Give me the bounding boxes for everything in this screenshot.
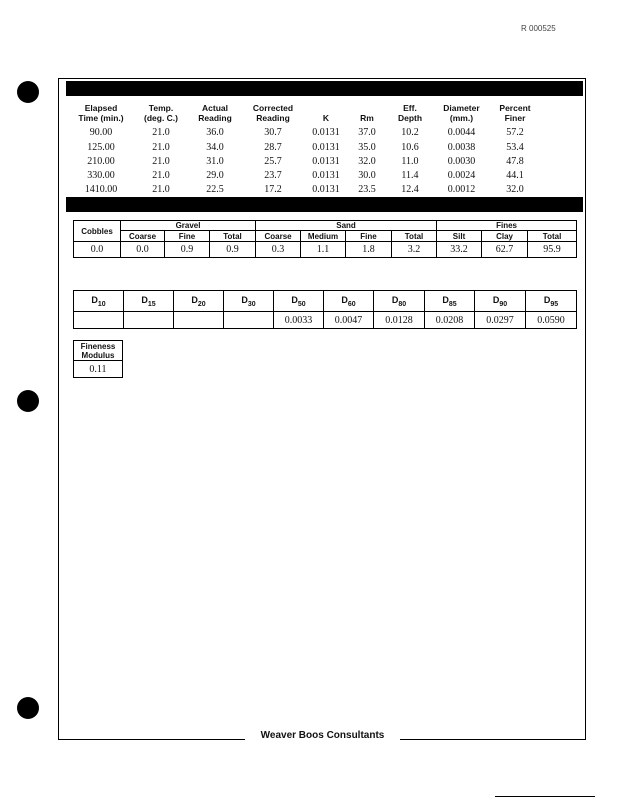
- cell-elapsed-time: 330.00: [87, 170, 115, 181]
- bottom-rule: [495, 796, 595, 797]
- cell-diameter: 0.0012: [447, 184, 476, 195]
- hdr-actual-reading: Actual Reading: [198, 103, 232, 123]
- gradation-value: 62.7: [482, 242, 528, 258]
- cell-rm: 32.0: [358, 156, 376, 167]
- cell-elapsed-time: 210.00: [87, 156, 115, 167]
- sand-coarse-header: Coarse: [256, 231, 301, 242]
- d90-label: $D_{90}$: [475, 291, 526, 312]
- d15-value: [124, 312, 174, 329]
- cell-corrected-reading: 28.7: [264, 142, 282, 153]
- cell-eff-depth: 10.6: [401, 142, 419, 153]
- cell-actual-reading: 34.0: [206, 142, 224, 153]
- cell-eff-depth: 11.4: [401, 170, 419, 181]
- cell-k: 0.0131: [312, 156, 340, 167]
- cell-diameter: 0.0044: [447, 127, 476, 138]
- cell-temp: 21.0: [152, 170, 170, 181]
- header-band: [66, 81, 583, 96]
- cell-corrected-reading: 25.7: [264, 156, 282, 167]
- sand-medium-header: Medium: [301, 231, 346, 242]
- d95-value: 0.0590: [526, 312, 577, 329]
- cell-corrected-reading: 17.2: [264, 184, 282, 195]
- cell-temp: 21.0: [152, 142, 170, 153]
- gravel-total-header: Total: [210, 231, 256, 242]
- d90-value: 0.0297: [475, 312, 526, 329]
- d95-label: $D_{95}$: [526, 291, 577, 312]
- gravel-coarse-header: Coarse: [121, 231, 165, 242]
- cell-temp: 21.0: [152, 184, 170, 195]
- d10-label: $D_{10}$: [74, 291, 124, 312]
- punch-hole: [17, 697, 39, 719]
- d85-value: 0.0208: [425, 312, 475, 329]
- fineness-modulus-label: Fineness Modulus: [74, 341, 123, 361]
- cell-elapsed-time: 1410.00: [84, 184, 118, 195]
- d80-label: $D_{80}$: [374, 291, 425, 312]
- d30-label: $D_{30}$: [224, 291, 274, 312]
- gradation-table: [73, 220, 577, 258]
- hdr-rm: Rm: [360, 113, 374, 123]
- cell-diameter: 0.0030: [447, 156, 476, 167]
- fines-header: Fines: [437, 221, 577, 231]
- sand-header: Sand: [256, 221, 437, 231]
- hdr-diameter: Diameter (mm.): [443, 103, 480, 123]
- d15-label: $D_{15}$: [124, 291, 174, 312]
- section-band: [66, 197, 583, 212]
- d10-value: [74, 312, 124, 329]
- cell-eff-depth: 11.0: [401, 156, 419, 167]
- hdr-percent-finer: Percent Finer: [499, 103, 531, 123]
- cell-percent-finer: 32.0: [506, 184, 524, 195]
- cell-eff-depth: 12.4: [401, 184, 419, 195]
- hdr-elapsed-time: Elapsed Time (min.): [78, 103, 124, 123]
- cell-percent-finer: 53.4: [506, 142, 524, 153]
- d85-label: $D_{85}$: [425, 291, 475, 312]
- cell-k: 0.0131: [312, 127, 340, 138]
- d60-value: 0.0047: [324, 312, 374, 329]
- gradation-value: 0.9: [210, 242, 256, 258]
- cell-percent-finer: 44.1: [506, 170, 524, 181]
- cell-percent-finer: 57.2: [506, 127, 524, 138]
- cell-percent-finer: 47.8: [506, 156, 524, 167]
- cell-rm: 35.0: [358, 142, 376, 153]
- cell-diameter: 0.0038: [447, 142, 476, 153]
- cell-actual-reading: 36.0: [206, 127, 224, 138]
- gradation-value: 0.0: [74, 242, 121, 258]
- gradation-value: 95.9: [528, 242, 577, 258]
- cobbles-header: Cobbles: [74, 221, 121, 242]
- punch-hole: [17, 81, 39, 103]
- footer-company: Weaver Boos Consultants: [245, 730, 400, 741]
- hdr-k: K: [322, 113, 330, 123]
- cell-k: 0.0131: [312, 170, 340, 181]
- cell-elapsed-time: 125.00: [87, 142, 115, 153]
- cell-rm: 37.0: [358, 127, 376, 138]
- cell-rm: 23.5: [358, 184, 376, 195]
- sand-total-header: Total: [392, 231, 437, 242]
- cell-corrected-reading: 30.7: [264, 127, 282, 138]
- hdr-corrected-reading: Corrected Reading: [252, 103, 294, 123]
- d20-label: $D_{20}$: [174, 291, 224, 312]
- gradation-value: 33.2: [437, 242, 482, 258]
- fines-clay-header: Clay: [482, 231, 528, 242]
- d80-value: 0.0128: [374, 312, 425, 329]
- gradation-value: 1.1: [301, 242, 346, 258]
- gradation-value: 1.8: [346, 242, 392, 258]
- gravel-header: Gravel: [121, 221, 256, 231]
- cell-corrected-reading: 23.7: [264, 170, 282, 181]
- d20-value: [174, 312, 224, 329]
- cell-k: 0.0131: [312, 184, 340, 195]
- d60-label: $D_{60}$: [324, 291, 374, 312]
- d50-value: 0.0033: [274, 312, 324, 329]
- cell-actual-reading: 29.0: [206, 170, 224, 181]
- gradation-value: 3.2: [392, 242, 437, 258]
- cell-rm: 30.0: [358, 170, 376, 181]
- cell-actual-reading: 22.5: [206, 184, 224, 195]
- sand-fine-header: Fine: [346, 231, 392, 242]
- fineness-modulus-value: 0.11: [74, 361, 123, 378]
- diameter-table: [73, 290, 577, 329]
- fines-total-header: Total: [528, 231, 577, 242]
- fineness-modulus-table: [73, 340, 123, 378]
- gravel-fine-header: Fine: [165, 231, 210, 242]
- gradation-value: 0.0: [121, 242, 165, 258]
- d30-value: [224, 312, 274, 329]
- d50-label: $D_{50}$: [274, 291, 324, 312]
- cell-k: 0.0131: [312, 142, 340, 153]
- cell-actual-reading: 31.0: [206, 156, 224, 167]
- punch-hole: [17, 390, 39, 412]
- cell-eff-depth: 10.2: [401, 127, 419, 138]
- hdr-temp: Temp. (deg. C.): [144, 103, 178, 123]
- cell-temp: 21.0: [152, 156, 170, 167]
- cell-diameter: 0.0024: [447, 170, 476, 181]
- cell-temp: 21.0: [152, 127, 170, 138]
- gradation-value: 0.9: [165, 242, 210, 258]
- gradation-value: 0.3: [256, 242, 301, 258]
- fines-silt-header: Silt: [437, 231, 482, 242]
- cell-elapsed-time: 90.00: [89, 127, 113, 138]
- hdr-eff-depth: Eff. Depth: [397, 103, 423, 123]
- document-id: R 000525: [521, 24, 556, 33]
